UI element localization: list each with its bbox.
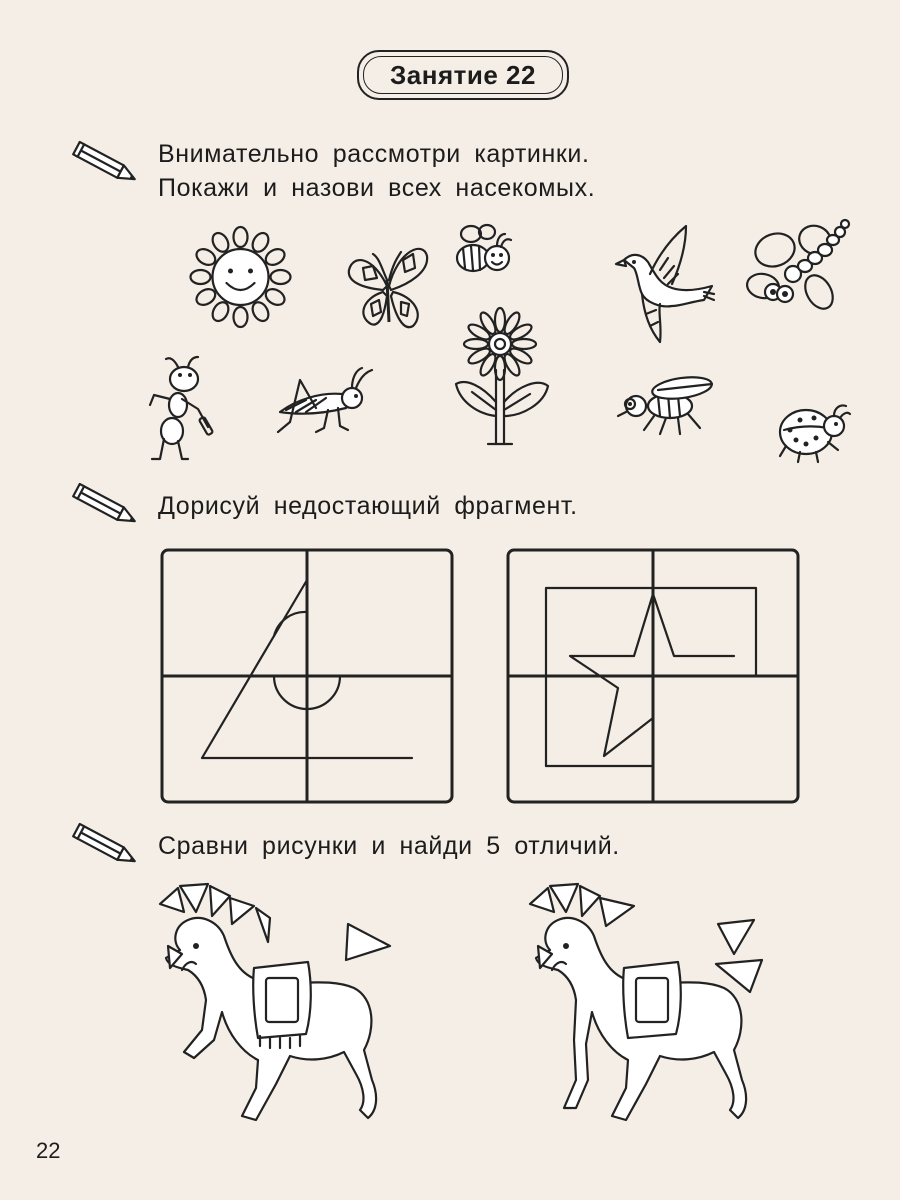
bee-icon bbox=[447, 220, 517, 282]
sun-icon bbox=[188, 222, 293, 332]
lesson-title-text: Занятие 22 bbox=[390, 59, 536, 90]
task-1-line-2: Покажи и назови всех насекомых. bbox=[158, 174, 596, 202]
pencil-icon bbox=[70, 140, 142, 190]
task-1-line-1: Внимательно рассмотри картинки. bbox=[158, 140, 590, 168]
task-2-line-1: Дорисуй недостающий фрагмент. bbox=[158, 492, 578, 520]
pencil-icon bbox=[70, 822, 142, 872]
pencil-icon bbox=[70, 482, 142, 532]
ant-icon bbox=[148, 355, 216, 465]
triangle-puzzle bbox=[160, 548, 454, 804]
page-number: 22 bbox=[36, 1138, 61, 1163]
ladybug-icon bbox=[776, 400, 852, 464]
horse-right bbox=[528, 884, 768, 1134]
task-3-line-1: Сравни рисунки и найди 5 отличий. bbox=[158, 832, 620, 860]
bird-icon bbox=[616, 222, 716, 346]
daisy-icon bbox=[452, 306, 552, 448]
dragonfly-icon bbox=[745, 212, 855, 327]
lesson-title bbox=[357, 50, 569, 100]
butterfly-icon bbox=[343, 236, 433, 336]
horse-left bbox=[158, 884, 398, 1134]
fly-icon bbox=[614, 372, 720, 436]
grasshopper-icon bbox=[276, 366, 376, 438]
star-puzzle bbox=[506, 548, 800, 804]
